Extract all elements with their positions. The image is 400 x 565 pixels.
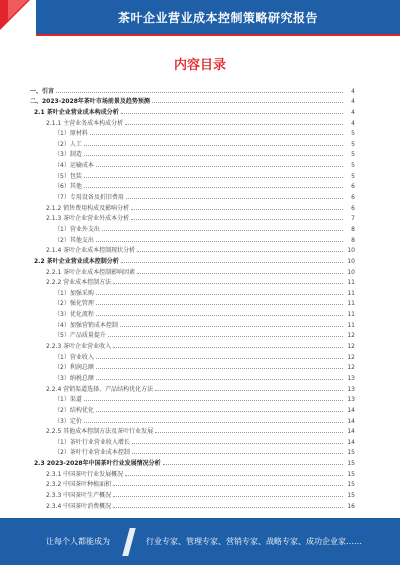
toc-leader-dots <box>120 326 343 327</box>
toc-entry[interactable] <box>30 350 355 361</box>
page-header <box>0 0 400 40</box>
toc-entry[interactable] <box>30 456 355 467</box>
toc-entry[interactable] <box>30 425 355 436</box>
toc-entry[interactable] <box>30 276 355 287</box>
toc-entry-label: （2）茶叶行业营业成本控制 <box>54 449 130 457</box>
toc-leader-dots <box>131 209 343 210</box>
toc-entry-page: 16 <box>347 502 355 510</box>
toc-entry-label: （2）其他支出 <box>54 236 94 244</box>
report-title: 茶叶企业营业成本控制策略研究报告 <box>117 10 318 25</box>
toc-entry-label: 2.2.2 营业成本控制方法 <box>46 279 112 287</box>
toc-entry[interactable] <box>30 371 355 382</box>
toc-entry-page: 13 <box>347 385 355 393</box>
toc-entry[interactable] <box>30 435 355 446</box>
toc-entry-label: （7）专用设备及折旧费用 <box>54 194 124 202</box>
toc-leader-dots <box>84 155 343 156</box>
toc-leader-dots <box>131 219 343 220</box>
toc-leader-dots <box>152 102 343 103</box>
toc-leader-dots <box>125 124 343 125</box>
toc-entry-page: 13 <box>347 374 355 382</box>
toc-entry-label: 2.1.1 主营业务成本构成分析 <box>46 119 124 127</box>
toc-entry[interactable] <box>30 222 355 233</box>
toc-leader-dots <box>84 145 343 146</box>
toc-leader-dots <box>163 464 343 465</box>
toc-entry-label: 2.3.2 中国茶叶种植面积 <box>46 481 112 489</box>
toc-leader-dots <box>84 422 343 423</box>
toc-leader-dots <box>121 113 343 114</box>
toc-entry-page: 5 <box>351 140 355 148</box>
toc-entry-page: 6 <box>351 204 355 212</box>
toc-entry[interactable] <box>30 233 355 244</box>
toc-entry[interactable] <box>30 201 355 212</box>
toc-entry-page: 14 <box>347 417 355 425</box>
toc-leader-dots <box>96 368 343 369</box>
toc-entry-label: 2.3.3 中国茶叶生产概况 <box>46 491 112 499</box>
toc-entry-label: （5）产品质量提升 <box>54 332 106 340</box>
toc-entry-label: （2）结构优化 <box>54 406 94 414</box>
toc-entry-page: 5 <box>351 151 355 159</box>
toc-entry[interactable] <box>30 414 355 425</box>
toc-entry-page: 11 <box>347 289 355 297</box>
header-red-corner-inner <box>8 0 28 20</box>
toc-entry-page: 5 <box>351 172 355 180</box>
toc-entry-page: 15 <box>347 481 355 489</box>
toc-entry-label: 2.2 茶叶企业营业成本控制分析 <box>34 257 119 265</box>
toc-entry-page: 5 <box>351 130 355 138</box>
toc-entry[interactable] <box>30 265 355 276</box>
toc-entry-label: （2）利润总额 <box>54 364 94 372</box>
toc-entry-label: （1）原材料 <box>54 130 88 138</box>
toc-entry-page: 4 <box>351 98 355 106</box>
toc-entry-page: 15 <box>347 491 355 499</box>
toc-entry-page: 15 <box>347 470 355 478</box>
toc-leader-dots <box>84 187 343 188</box>
toc-entry[interactable] <box>30 105 355 116</box>
toc-leader-dots <box>96 294 343 295</box>
toc-entry-label: 2.3.4 中国茶叶消费概况 <box>46 502 112 510</box>
toc-entry[interactable] <box>30 403 355 414</box>
toc-entry[interactable] <box>30 244 355 255</box>
toc-entry-page: 11 <box>347 311 355 319</box>
toc-leader-dots <box>96 166 343 167</box>
toc-entry-page: 11 <box>347 300 355 308</box>
toc-entry-label: （5）包装 <box>54 172 82 180</box>
toc-entry[interactable] <box>30 467 355 478</box>
toc-leader-dots <box>113 496 343 497</box>
toc-entry-page: 12 <box>347 353 355 361</box>
toc-leader-dots <box>84 177 343 178</box>
toc-entry[interactable] <box>30 382 355 393</box>
toc-entry-page: 15 <box>347 449 355 457</box>
footer-slogan-left: 让每个人都能成为 <box>46 537 110 546</box>
toc-entry-label: （1）渠道 <box>54 396 82 404</box>
toc-entry-label: （3）优化流程 <box>54 311 94 319</box>
toc-leader-dots <box>126 198 343 199</box>
toc-entry-label: 2.1.2 销售费用构成及影响分析 <box>46 204 130 212</box>
toc-entry-page: 6 <box>351 183 355 191</box>
toc-entry-page: 12 <box>347 343 355 351</box>
toc-entry-page: 10 <box>347 257 355 265</box>
toc-entry-page: 4 <box>351 108 355 116</box>
toc-entry-label: 二、2023-2028年茶叶市场前景及趋势预测 <box>30 98 150 106</box>
toc-entry-label: 2.3 2023-2028年中国茶叶行业发展情况分析 <box>34 460 161 468</box>
footer-slogan-right: 行业专家、管理专家、营销专家、战略专家、成功企业家…… <box>146 537 362 546</box>
toc-entry-page: 10 <box>347 268 355 276</box>
toc-leader-dots <box>96 315 343 316</box>
toc-entry[interactable] <box>30 84 355 95</box>
toc-leader-dots <box>96 411 343 412</box>
toc-entry-label: 2.1 茶叶企业营业成本构成分析 <box>34 108 119 116</box>
header-red-line <box>36 34 400 36</box>
toc-leader-dots <box>102 230 343 231</box>
toc-entry[interactable] <box>30 127 355 138</box>
toc-entry-page: 13 <box>347 396 355 404</box>
toc-leader-dots <box>113 347 343 348</box>
toc-entry[interactable] <box>30 95 355 106</box>
toc-leader-dots <box>113 485 343 486</box>
toc-entry-page: 12 <box>347 364 355 372</box>
toc-leader-dots <box>155 432 343 433</box>
toc-heading: 内容目录 <box>173 58 226 73</box>
toc-entry-label: 2.2.3 茶叶企业营业收入 <box>46 343 112 351</box>
toc-entry-page: 4 <box>351 119 355 127</box>
toc-entry-label: （2）人工 <box>54 140 82 148</box>
toc-entry[interactable] <box>30 254 355 265</box>
toc-entry-page: 5 <box>351 162 355 170</box>
toc-entry-page: 15 <box>347 460 355 468</box>
toc-entry[interactable] <box>30 329 355 340</box>
toc-leader-dots <box>113 507 343 508</box>
toc-entry-page: 8 <box>351 225 355 233</box>
toc-entry-label: （3）制造 <box>54 151 82 159</box>
toc-entry[interactable] <box>30 212 355 223</box>
toc-entry[interactable] <box>30 286 355 297</box>
toc-entry-label: （1）营业外支出 <box>54 225 100 233</box>
toc-entry-label: 2.3.1 中国茶叶行业发展概况 <box>46 470 124 478</box>
toc-leader-dots <box>96 358 343 359</box>
toc-leader-dots <box>137 273 343 274</box>
toc-leader-dots <box>121 262 343 263</box>
toc-leader-dots <box>96 304 343 305</box>
toc-entry[interactable] <box>30 190 355 201</box>
toc-entry-page: 14 <box>347 438 355 446</box>
toc-entry[interactable] <box>30 180 355 191</box>
toc-entry-page: 8 <box>351 236 355 244</box>
toc-leader-dots <box>56 92 343 93</box>
toc-leader-dots <box>113 283 343 284</box>
toc-leader-dots <box>125 475 343 476</box>
toc-entry-label: （4）运输成本 <box>54 162 94 170</box>
toc-entry-label: （3）定价 <box>54 417 82 425</box>
toc-entry[interactable] <box>30 307 355 318</box>
toc-entry-page: 14 <box>347 406 355 414</box>
toc-entry-page: 11 <box>347 321 355 329</box>
toc-leader-dots <box>108 336 343 337</box>
toc-entry-label: 2.1.3 茶叶企业营业外成本分析 <box>46 215 130 223</box>
toc-leader-dots <box>137 251 343 252</box>
footer-divider <box>122 528 136 556</box>
toc-entry-label: （2）强化管理 <box>54 300 94 308</box>
toc-entry[interactable] <box>30 116 355 127</box>
toc-entry-page: 7 <box>351 215 355 223</box>
toc-entry[interactable] <box>30 297 355 308</box>
toc-entry[interactable] <box>30 318 355 329</box>
toc-entry-page: 14 <box>347 428 355 436</box>
toc-entry-label: （1）加强采购 <box>54 289 94 297</box>
toc-entry-label: （4）加强营销成本控制 <box>54 321 118 329</box>
toc-entry-page: 12 <box>347 332 355 340</box>
toc-entry-label: 一、引言 <box>30 87 55 95</box>
toc-entry[interactable] <box>30 137 355 148</box>
toc-entry-label: （1）茶叶行业营业收入增长 <box>54 438 130 446</box>
toc-leader-dots <box>96 379 343 380</box>
toc-entry[interactable] <box>30 361 355 372</box>
page-footer <box>0 518 400 565</box>
toc-entry-label: （6）其他 <box>54 183 82 191</box>
toc-entry[interactable] <box>30 339 355 350</box>
toc-leader-dots <box>155 390 343 391</box>
toc-entry-label: 2.2.1 茶叶企业成本控制影响因素 <box>46 268 136 276</box>
toc-entry[interactable] <box>30 169 355 180</box>
toc-entry-label: （1）营业收入 <box>54 353 94 361</box>
toc-entry-label: 2.2.5 其他成本控制方法及茶叶行业发展 <box>46 428 154 436</box>
toc-entry[interactable] <box>30 158 355 169</box>
toc-entry-page: 6 <box>351 194 355 202</box>
toc-leader-dots <box>132 443 343 444</box>
toc-entry-label: 2.1.4 茶叶企业成本控制现状分析 <box>46 247 136 255</box>
table-of-contents <box>30 84 355 510</box>
toc-leader-dots <box>84 400 343 401</box>
toc-leader-dots <box>90 134 343 135</box>
toc-entry[interactable] <box>30 499 355 510</box>
toc-leader-dots <box>132 453 343 454</box>
toc-entry[interactable] <box>30 148 355 159</box>
toc-entry-page: 10 <box>347 247 355 255</box>
toc-entry-page: 11 <box>347 279 355 287</box>
toc-entry[interactable] <box>30 478 355 489</box>
toc-entry[interactable] <box>30 446 355 457</box>
toc-entry-page: 4 <box>351 87 355 95</box>
toc-entry[interactable] <box>30 488 355 499</box>
toc-entry[interactable] <box>30 393 355 404</box>
toc-entry-label: （3）纳税总额 <box>54 374 94 382</box>
toc-entry-label: 2.2.4 营销渠道选择、产品结构优化方法 <box>46 385 154 393</box>
toc-leader-dots <box>96 241 343 242</box>
